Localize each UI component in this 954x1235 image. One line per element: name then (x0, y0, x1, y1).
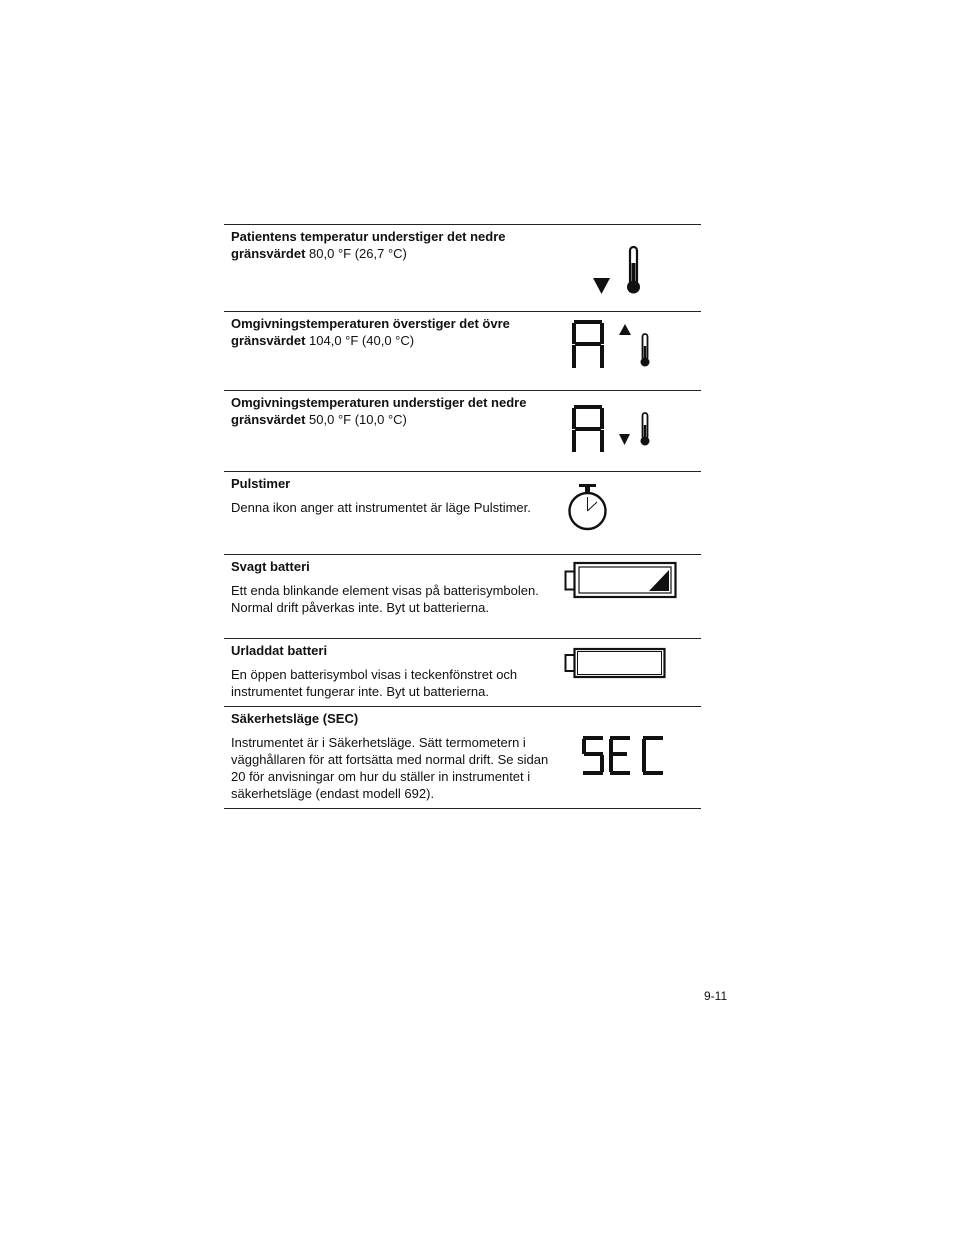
row-description: Instrumentet är i Säkerhetsläge. Sätt termometern i vägghållaren för att fortsätta med normal drift. Se sidan 20 för anvisningar om hur du ställer in instrumentet i säkerhetsläge (endast modell 692). (231, 735, 549, 801)
row-text (231, 710, 553, 802)
patient-temp-low-icon (590, 245, 650, 297)
row-title: Urladdat batteri (231, 643, 328, 658)
row-title-suffix: 104,0 °F (40,0 °C) (305, 333, 415, 348)
table-row (224, 391, 701, 472)
stopwatch-icon (565, 482, 611, 534)
row-text (231, 394, 553, 428)
row-title-suffix: 80,0 °F (26,7 °C) (305, 246, 407, 261)
row-text (231, 558, 553, 616)
ambient-temp-low-icon (570, 403, 660, 455)
row-text (231, 475, 553, 516)
table-row (224, 225, 701, 312)
table-row (224, 312, 701, 391)
indicator-table (224, 224, 701, 809)
table-row (224, 472, 701, 555)
row-description: En öppen batterisymbol visas i teckenfönstret och instrumentet fungerar inte. Byt ut batterierna. (231, 667, 518, 699)
table-row (224, 707, 701, 809)
battery-empty-icon (563, 645, 669, 681)
row-title: Patientens temperatur understiger det nedre gränsvärdet (231, 229, 506, 261)
battery-low-icon (563, 561, 679, 601)
row-title: Säkerhetsläge (SEC) (231, 711, 359, 726)
page-number: 9-11 (704, 989, 728, 1003)
row-title: Omgivningstemperaturen understiger det nedre gränsvärdet (231, 395, 527, 427)
row-description: Denna ikon anger att instrumentet är läge Pulstimer. (231, 500, 531, 515)
row-title: Omgivningstemperaturen överstiger det övre gränsvärdet (231, 316, 510, 348)
sec-display-icon (581, 735, 667, 777)
row-text (231, 642, 553, 700)
row-title: Svagt batteri (231, 559, 310, 574)
row-description: Ett enda blinkande element visas på batterisymbolen. Normal drift påverkas inte. Byt ut batterierna. (231, 583, 539, 615)
ambient-temp-high-icon (570, 318, 660, 372)
table-row (224, 555, 701, 639)
table-row (224, 639, 701, 707)
row-title-suffix: 50,0 °F (10,0 °C) (305, 412, 407, 427)
row-text (231, 228, 553, 262)
row-title: Pulstimer (231, 476, 291, 491)
row-text (231, 315, 553, 349)
